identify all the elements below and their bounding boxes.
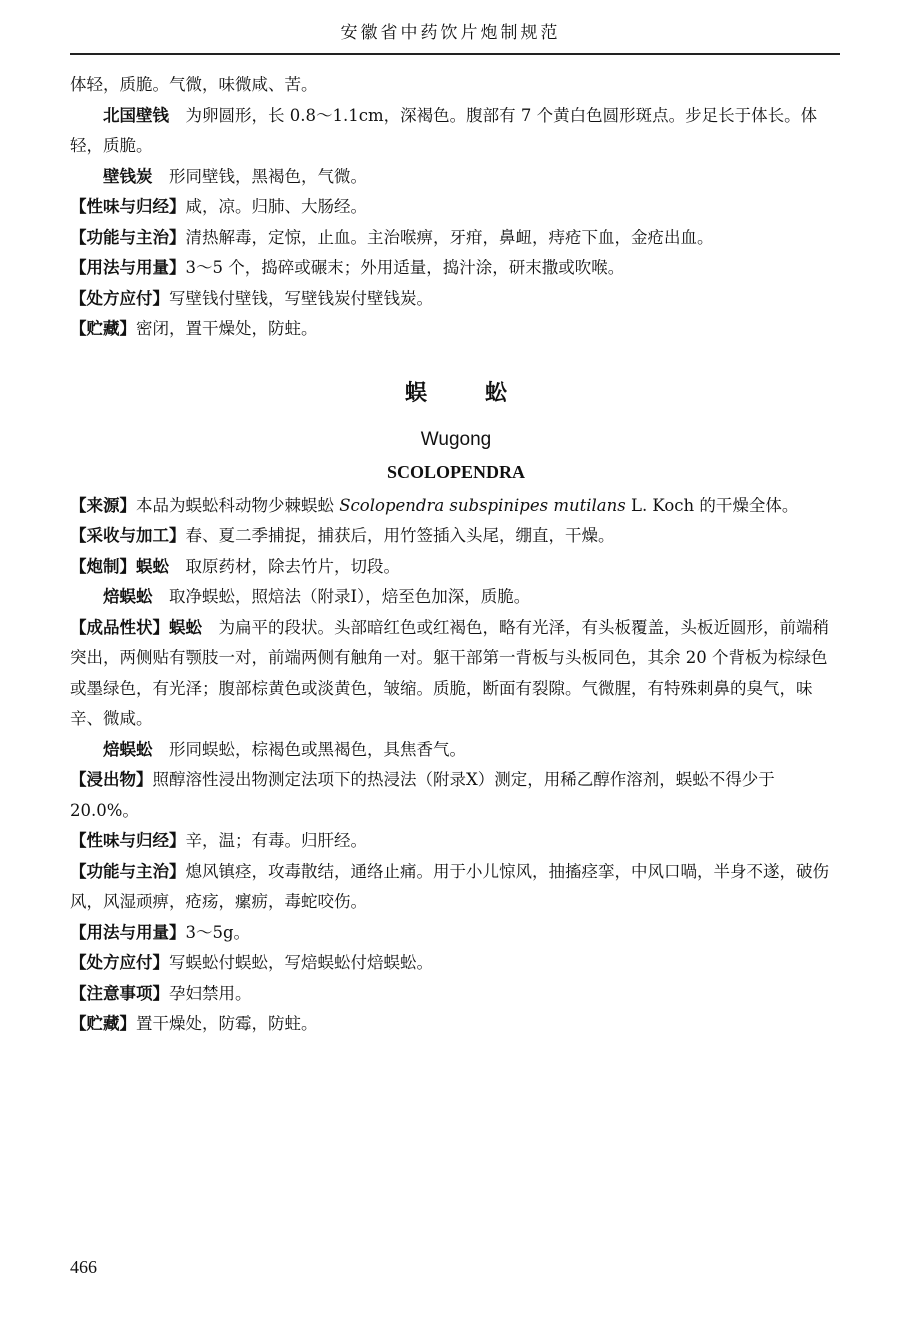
prev-gongneng: 【功能与主治】清热解毒，定惊，止血。主治喉痹，牙疳，鼻衄，痔疮下血，金疮出血。 [70, 227, 714, 247]
entry-title: 蜈蚣 [404, 379, 565, 406]
prev-xingwei: 【性味与归经】咸，凉。归肺、大肠经。 [70, 197, 367, 216]
beiguo-label: 北国壁钱 [103, 105, 169, 125]
entry-latin-name: SCOLOPENDRA [386, 461, 525, 482]
entry-pinyin: Wugong [420, 428, 492, 450]
xingzhuang-bei: 焙蜈蚣 形同蜈蚣，棕褐色或黑褐色，具焦香气。 [103, 739, 466, 759]
chufang: 【处方应付】写蜈蚣付蜈蚣，写焙蜈蚣付焙蜈蚣。 [70, 953, 433, 972]
laiyuan: 【来源】本品为蜈蚣科动物少棘蜈蚣 Scolopendra subspinipes mutilans L. Koch 的干燥全体。 [70, 495, 799, 515]
gongneng: 【功能与主治】熄风镇痉，攻毒散结，通络止痛。用于小儿惊风，抽搐痉挛，中风口喎，半身不遂，破伤风，风湿顽痹，疮疡，瘰疬，毒蛇咬伤。 [70, 861, 829, 911]
running-header: 安徽省中药饮片炮制规范 [340, 23, 561, 43]
paozhi-bei: 焙蜈蚣 取净蜈蚣，照焙法（附录Ⅰ），焙至色加深，质脆。 [103, 587, 531, 606]
yongfa: 【用法与用量】3～5g。 [70, 922, 251, 942]
prev-chufang: 【处方应付】写壁钱付壁钱，写壁钱炭付壁钱炭。 [70, 288, 433, 308]
tan-description: 壁钱炭 形同壁钱，黑褐色，气微。 [103, 166, 367, 186]
prev-yongfa: 【用法与用量】3～5 个，捣碎或碾末；外用适量，捣汁涂，研末撒或吹喉。 [70, 258, 625, 277]
beiguo-description: 北国壁钱 为卵圆形，长 0.8～1.1cm，深褐色。腹部有 7 个黄白色圆形斑点。步足长于体长。体轻，质脆。 [70, 105, 818, 155]
page-number: 466 [70, 1257, 97, 1277]
tan-label: 壁钱炭 [103, 166, 153, 186]
xingwei: 【性味与归经】辛，温；有毒。归肝经。 [70, 831, 367, 850]
prev-zhucang: 【贮藏】密闭，置干燥处，防蛀。 [70, 319, 318, 338]
continuation-line: 体轻，质脆。气微，味微咸、苦。 [70, 75, 318, 94]
header-rule [70, 53, 840, 55]
page-body [70, 70, 842, 1040]
paozhi: 【炮制】蜈蚣 取原药材，除去竹片，切段。 [70, 556, 400, 576]
species-name: Scolopendra subspinipes mutilans [339, 495, 626, 515]
zhucang: 【贮藏】置干燥处，防霉，防蛀。 [70, 1014, 318, 1033]
xingzhuang: 【成品性状】蜈蚣 为扁平的段状。头部暗红色或红褐色，略有光泽，有头板覆盖，头板近圆形，前端稍突出，两侧贴有颚肢一对，前端两侧有触角一对。躯干部第一背板与头板同色，其余 20 个背板为棕绿色或墨绿色，有光泽；腹部棕黄色或淡黄色，皱缩。质脆，断面有裂隙。气微腥，有特殊刺鼻的臭气，味辛、微咸。 [70, 617, 829, 728]
jinchu: 【浸出物】照醇溶性浸出物测定法项下的热浸法（附录Ⅹ）测定，用稀乙醇作溶剂，蜈蚣不得少于 20.0%。 [70, 770, 775, 820]
zhuyi: 【注意事项】孕妇禁用。 [70, 983, 252, 1003]
caishou: 【采收与加工】春、夏二季捕捉，捕获后，用竹签插入头尾，绷直，干燥。 [70, 526, 615, 545]
